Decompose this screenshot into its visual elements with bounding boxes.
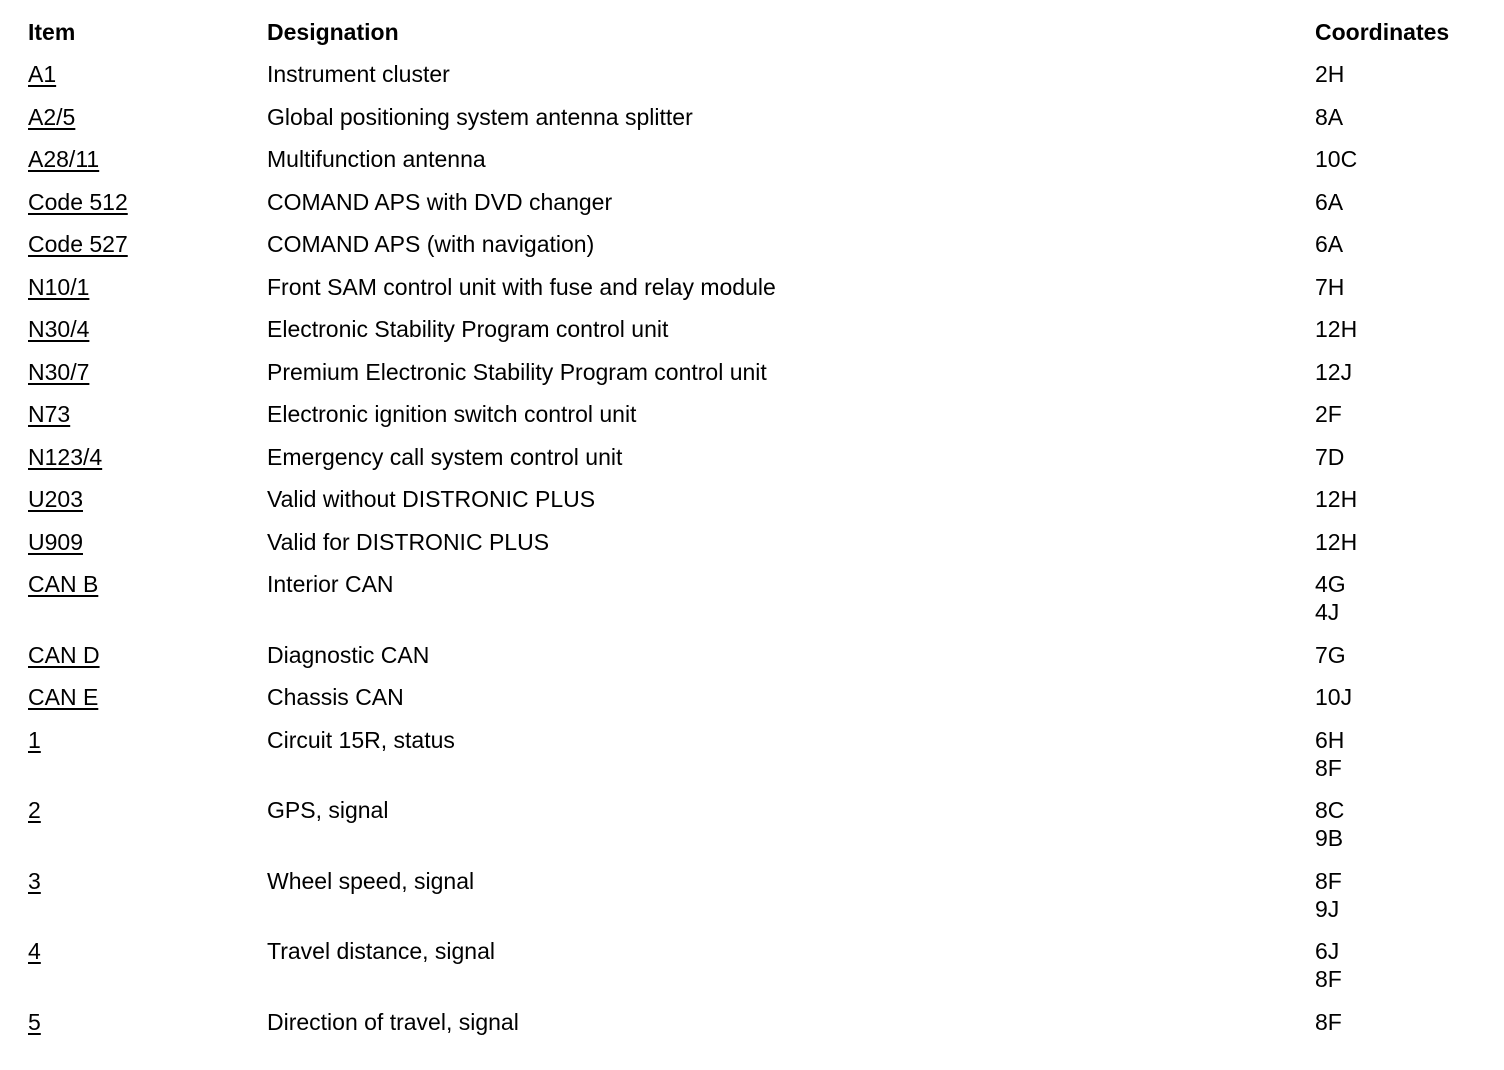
- coordinate-value: 10J: [1315, 684, 1353, 710]
- item-link[interactable]: 1: [28, 726, 41, 753]
- item-cell: [28, 485, 267, 513]
- item-cell: [28, 230, 267, 258]
- table-row: [28, 641, 1488, 669]
- table-row: [28, 726, 1488, 782]
- coordinates-cell: [1315, 230, 1488, 258]
- table-row: [28, 188, 1488, 216]
- designation-cell: Travel distance, signal: [267, 938, 495, 964]
- table-row: [28, 60, 1488, 88]
- coordinate-value: 7H: [1315, 273, 1345, 300]
- coordinate-value: 4G: [1315, 571, 1346, 597]
- item-link[interactable]: Code 527: [28, 231, 128, 257]
- item-link[interactable]: A2/5: [28, 103, 76, 130]
- table-row: [28, 400, 1488, 428]
- coordinates-cell: [1315, 1008, 1488, 1036]
- table-row: [28, 570, 1488, 626]
- coordinates-cell: [1315, 867, 1488, 923]
- item-link[interactable]: N30/4: [28, 316, 90, 342]
- coordinate-value: 2F: [1315, 401, 1342, 427]
- header-designation: Designation: [267, 19, 399, 45]
- table-header: [28, 18, 1488, 46]
- table-row: [28, 273, 1488, 301]
- designation-cell: GPS, signal: [267, 797, 389, 823]
- item-link[interactable]: N10/1: [28, 273, 90, 300]
- coordinate-value: 2H: [1315, 61, 1345, 87]
- item-cell: [28, 60, 267, 88]
- coordinate-value: 8F: [1315, 1008, 1342, 1035]
- coordinates-cell: [1315, 60, 1488, 88]
- coordinate-value: 8A: [1315, 103, 1344, 130]
- item-cell: [28, 683, 267, 711]
- coordinate-value: 12H: [1315, 486, 1358, 512]
- item-cell: [28, 358, 267, 386]
- coordinate-value: 9B: [1315, 825, 1344, 851]
- table-row: [28, 1008, 1488, 1036]
- table-body: [28, 60, 1488, 1036]
- item-link[interactable]: 3: [28, 867, 41, 894]
- coordinate-value: 7D: [1315, 443, 1345, 470]
- coordinate-value: 6A: [1315, 188, 1344, 215]
- designation-cell: Circuit 15R, status: [267, 726, 455, 753]
- designation-cell: Chassis CAN: [267, 684, 404, 710]
- coordinates-cell: [1315, 103, 1488, 131]
- item-link[interactable]: 2: [28, 797, 41, 823]
- item-cell: [28, 726, 267, 754]
- designation-cell: Electronic Stability Program control unit: [267, 316, 669, 342]
- legend-table: [28, 18, 1488, 1050]
- coordinates-cell: [1315, 796, 1488, 852]
- item-link[interactable]: CAN D: [28, 641, 100, 668]
- designation-cell: Global positioning system antenna splitter: [267, 103, 693, 130]
- item-link[interactable]: CAN B: [28, 571, 99, 597]
- coordinates-cell: [1315, 641, 1488, 669]
- coordinates-cell: [1315, 400, 1488, 428]
- designation-cell: Wheel speed, signal: [267, 867, 475, 894]
- item-link[interactable]: CAN E: [28, 684, 99, 710]
- item-link[interactable]: 5: [28, 1008, 41, 1035]
- coordinate-value: 12H: [1315, 316, 1358, 342]
- item-cell: [28, 315, 267, 343]
- coordinate-value: 7G: [1315, 641, 1346, 668]
- item-cell: [28, 443, 267, 471]
- item-cell: [28, 937, 267, 965]
- coordinate-value: 8F: [1315, 966, 1342, 992]
- table-row: [28, 796, 1488, 852]
- coordinate-value: 10C: [1315, 146, 1358, 172]
- coordinate-value: 6H: [1315, 726, 1345, 753]
- coordinates-cell: [1315, 528, 1488, 556]
- table-row: [28, 937, 1488, 993]
- table-row: [28, 230, 1488, 258]
- designation-cell: Electronic ignition switch control unit: [267, 401, 637, 427]
- item-cell: [28, 400, 267, 428]
- item-link[interactable]: A28/11: [28, 146, 100, 172]
- header-coordinates: Coordinates: [1315, 19, 1450, 45]
- table-row: [28, 358, 1488, 386]
- table-row: [28, 443, 1488, 471]
- designation-cell: Multifunction antenna: [267, 146, 486, 172]
- table-row: [28, 315, 1488, 343]
- item-link[interactable]: N30/7: [28, 358, 90, 385]
- item-cell: [28, 188, 267, 216]
- coordinates-cell: [1315, 315, 1488, 343]
- coordinates-cell: [1315, 145, 1488, 173]
- designation-cell: Instrument cluster: [267, 61, 450, 87]
- coordinates-cell: [1315, 683, 1488, 711]
- item-link[interactable]: 4: [28, 938, 41, 964]
- item-link[interactable]: Code 512: [28, 188, 128, 215]
- designation-cell: COMAND APS with DVD changer: [267, 188, 613, 215]
- coordinate-value: 6J: [1315, 938, 1340, 964]
- designation-cell: Valid without DISTRONIC PLUS: [267, 486, 596, 512]
- coordinate-value: 6A: [1315, 231, 1344, 257]
- designation-cell: COMAND APS (with navigation): [267, 231, 595, 257]
- coordinates-cell: [1315, 937, 1488, 993]
- table-row: [28, 103, 1488, 131]
- table-row: [28, 683, 1488, 711]
- coordinates-cell: [1315, 570, 1488, 626]
- table-row: [28, 528, 1488, 556]
- designation-cell: Interior CAN: [267, 571, 394, 597]
- coordinate-value: 8F: [1315, 754, 1342, 781]
- designation-cell: Emergency call system control unit: [267, 443, 623, 470]
- coordinate-value: 9J: [1315, 895, 1340, 922]
- designation-cell: Direction of travel, signal: [267, 1008, 519, 1035]
- item-cell: [28, 528, 267, 556]
- item-cell: [28, 867, 267, 895]
- coordinates-cell: [1315, 485, 1488, 513]
- coordinate-value: 12H: [1315, 528, 1358, 555]
- item-cell: [28, 273, 267, 301]
- designation-cell: Diagnostic CAN: [267, 641, 430, 668]
- item-link[interactable]: N123/4: [28, 443, 103, 470]
- item-cell: [28, 103, 267, 131]
- header-item: Item: [28, 19, 76, 45]
- coordinates-cell: [1315, 726, 1488, 782]
- item-cell: [28, 641, 267, 669]
- coordinates-cell: [1315, 443, 1488, 471]
- designation-cell: Premium Electronic Stability Program control unit: [267, 358, 767, 385]
- item-cell: [28, 1008, 267, 1036]
- coordinate-value: 12J: [1315, 358, 1353, 385]
- item-link[interactable]: A1: [28, 61, 57, 87]
- coordinates-cell: [1315, 273, 1488, 301]
- designation-cell: Valid for DISTRONIC PLUS: [267, 528, 550, 555]
- coordinate-value: 8F: [1315, 867, 1342, 894]
- item-cell: [28, 570, 267, 598]
- item-cell: [28, 796, 267, 824]
- table-row: [28, 485, 1488, 513]
- table-row: [28, 867, 1488, 923]
- coordinate-value: 4J: [1315, 599, 1340, 625]
- item-link[interactable]: U909: [28, 528, 83, 555]
- coordinates-cell: [1315, 188, 1488, 216]
- coordinate-value: 8C: [1315, 797, 1345, 823]
- designation-cell: Front SAM control unit with fuse and relay module: [267, 273, 776, 300]
- item-cell: [28, 145, 267, 173]
- table-row: [28, 145, 1488, 173]
- item-link[interactable]: U203: [28, 486, 83, 512]
- coordinates-cell: [1315, 358, 1488, 386]
- item-link[interactable]: N73: [28, 401, 71, 427]
